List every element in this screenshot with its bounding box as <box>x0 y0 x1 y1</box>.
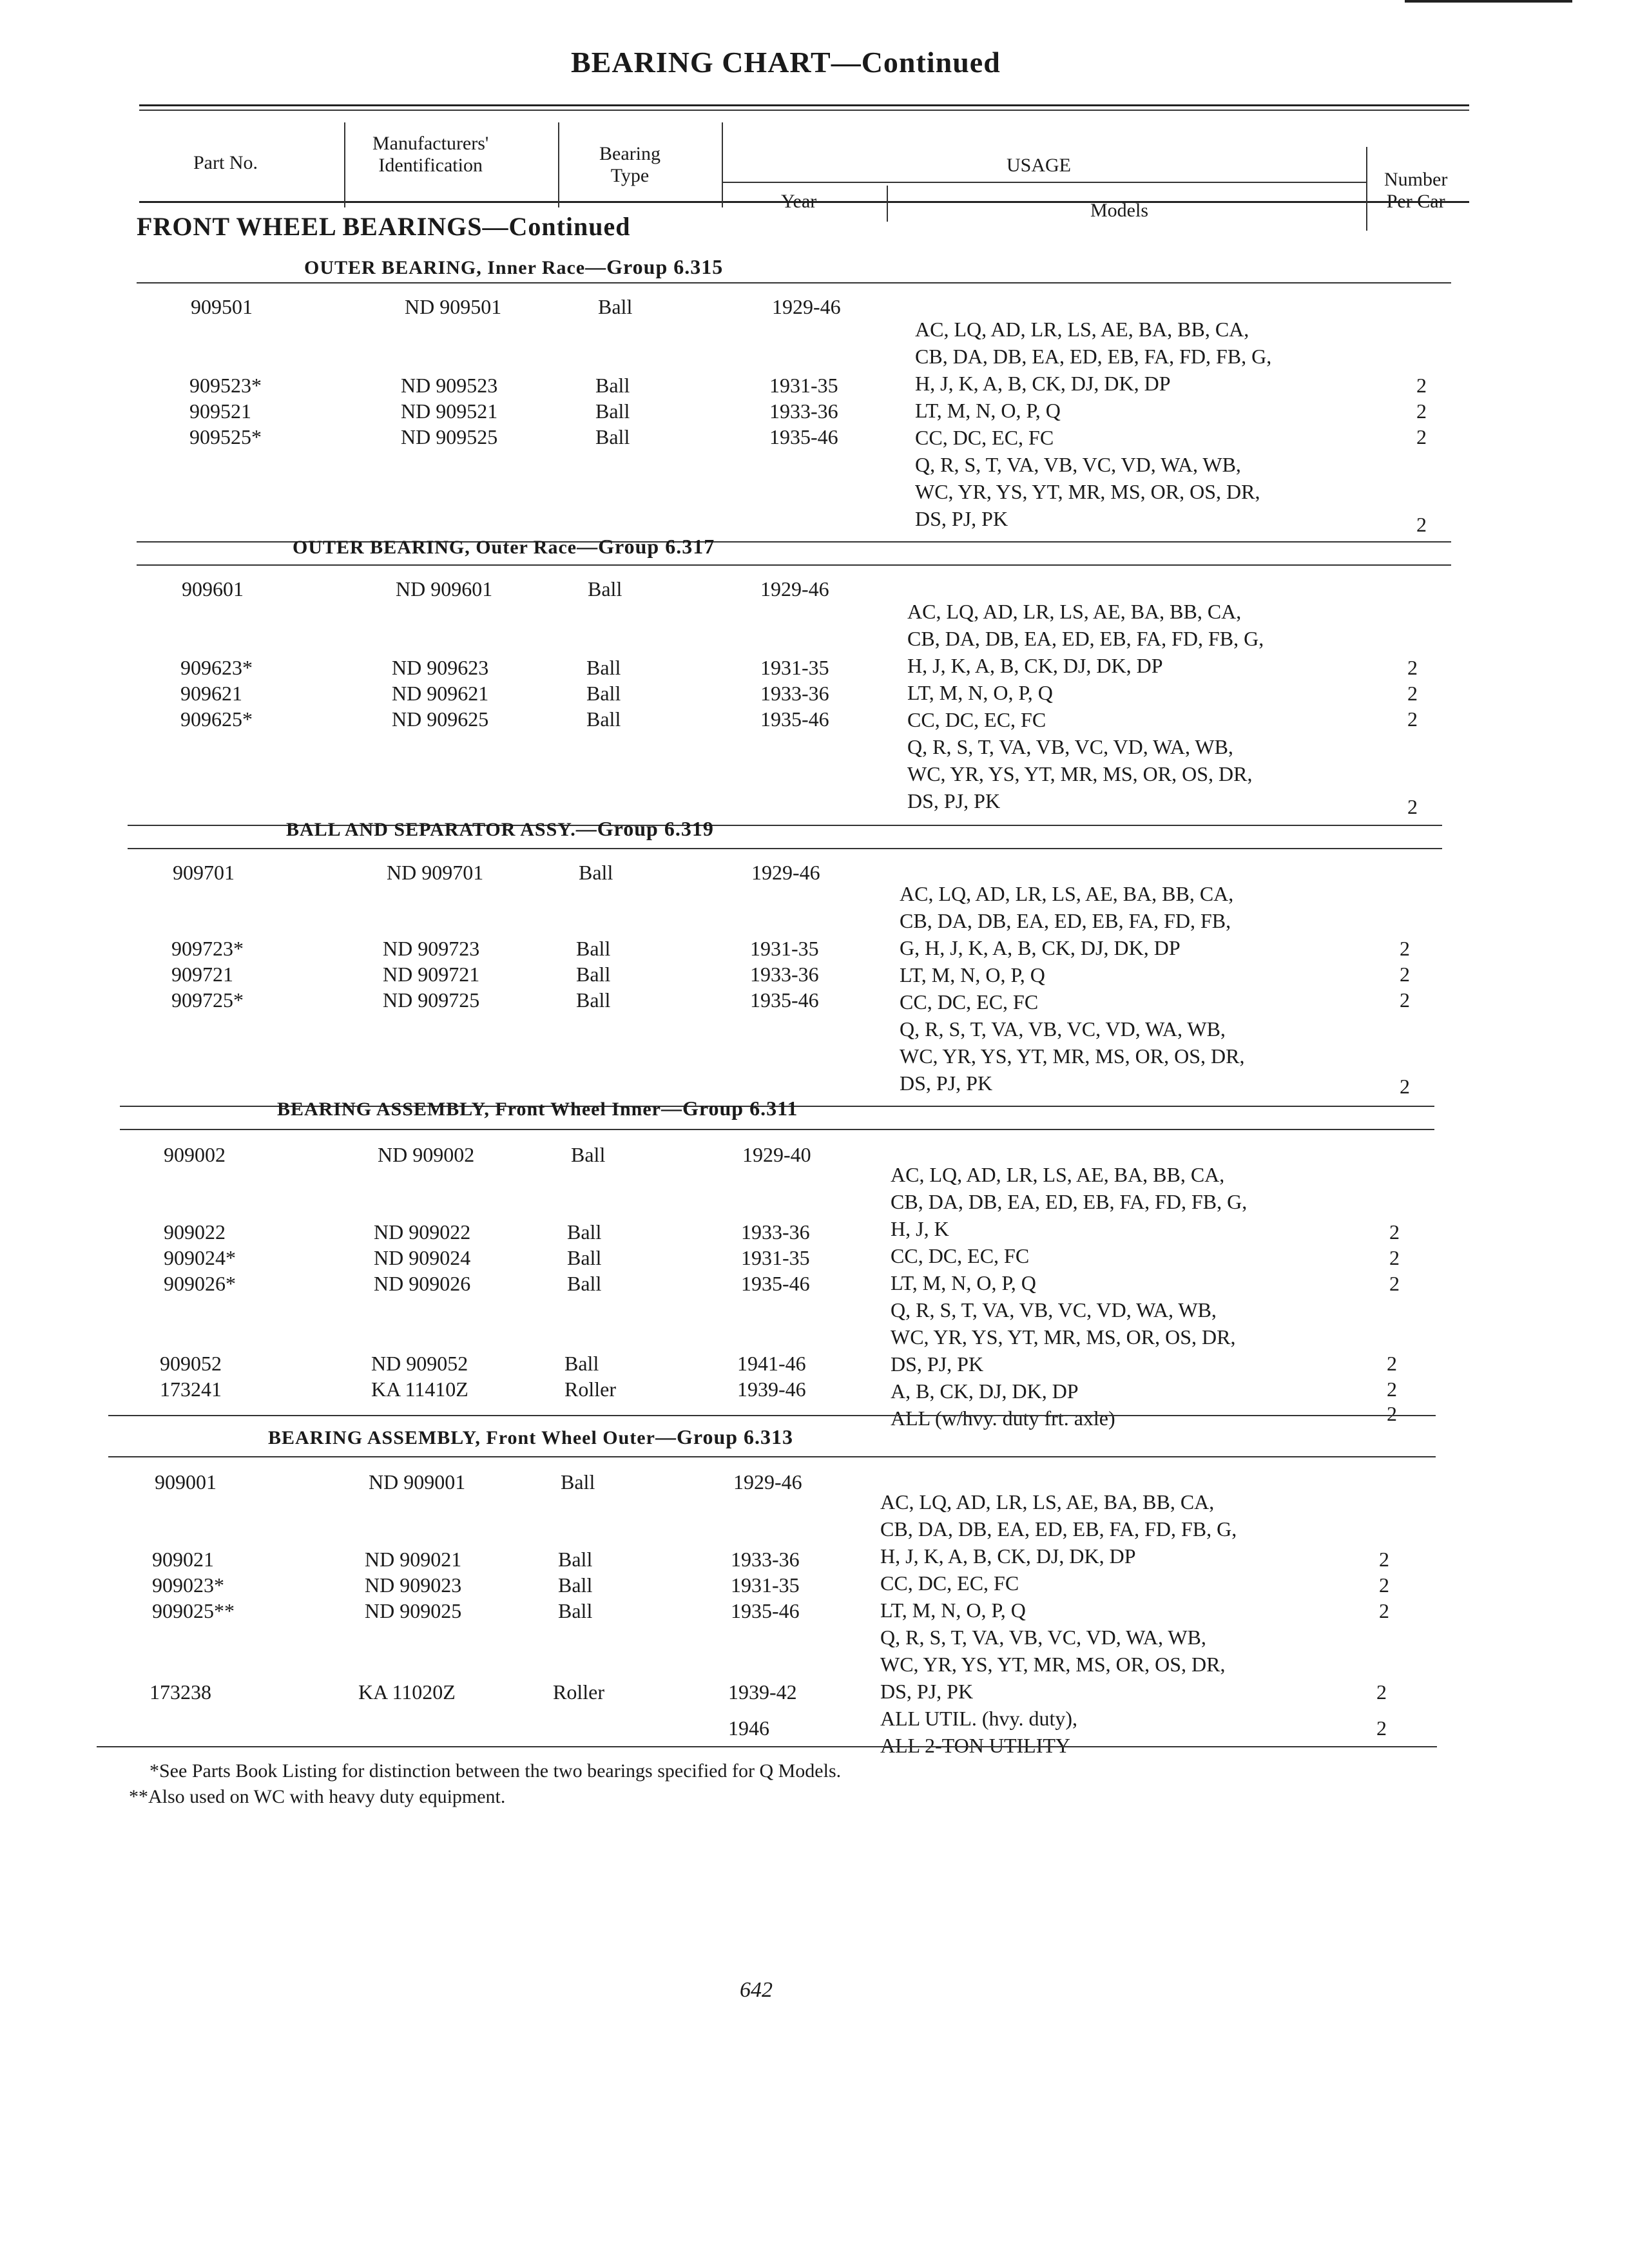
group-heading: BALL AND SEPARATOR ASSY.—Group 6.319 <box>286 817 714 840</box>
group-rule <box>128 848 1442 849</box>
col-divider-5 <box>1366 147 1367 231</box>
group-rule <box>137 564 1451 566</box>
group-heading: OUTER BEARING, Outer Race—Group 6.317 <box>293 535 715 558</box>
usage-subrule <box>722 182 1366 183</box>
footnote: **Also used on WC with heavy duty equipment. <box>129 1786 506 1807</box>
models-list: AC, LQ, AD, LR, LS, AE, BA, BB, CA, CB, DA, DB, EA, ED, EB, FA, FD, FB, G, H, J, K, A, B, CK, DJ, DK, DP LT, M, N, O, P, Q CC, DC, EC, FC Q, R, S, T, VA, VB, VC, VD, WA, WB, WC, YR, YS, YT, MR, MS, OR, OS, DR, DS, PJ, PK <box>900 882 1245 1095</box>
header-part-no: Part No. <box>193 152 258 173</box>
header-top-rule-2 <box>139 110 1469 111</box>
group-rule <box>108 1456 1436 1457</box>
models-list: AC, LQ, AD, LR, LS, AE, BA, BB, CA, CB, DA, DB, EA, ED, EB, FA, FD, FB, G, H, J, K, A, B, CK, DJ, DK, DP CC, DC, EC, FC LT, M, N, O, P, Q Q, R, S, T, VA, VB, VC, VD, WA, WB, WC, YR, YS, YT, MR, MS, OR, OS, DR, DS, PJ, PK ALL UTIL. (hvy. duty), ALL 2-TON UTILITY <box>880 1490 1237 1757</box>
header-year: Year <box>781 191 817 212</box>
group-rule <box>108 1415 1436 1416</box>
models-list: AC, LQ, AD, LR, LS, AE, BA, BB, CA, CB, DA, DB, EA, ED, EB, FA, FD, FB, G, H, J, K, A, B, CK, DJ, DK, DP LT, M, N, O, P, Q CC, DC, EC, FC Q, R, S, T, VA, VB, VC, VD, WA, WB, WC, YR, YS, YT, MR, MS, OR, OS, DR, DS, PJ, PK <box>915 318 1272 530</box>
col-divider-2 <box>558 122 559 207</box>
group-heading: BEARING ASSEMBLY, Front Wheel Inner—Group 6.311 <box>277 1097 798 1120</box>
col-divider-4 <box>887 186 888 222</box>
footnote: *See Parts Book Listing for distinction between the two bearings specified for Q Models. <box>149 1760 842 1782</box>
group-rule <box>137 282 1451 284</box>
group-heading: OUTER BEARING, Inner Race—Group 6.315 <box>304 255 724 278</box>
group-heading: BEARING ASSEMBLY, Front Wheel Outer—Group 6.313 <box>268 1425 794 1448</box>
page-title: BEARING CHART—Continued <box>571 46 1001 79</box>
col-divider-1 <box>344 122 345 207</box>
col-divider-3 <box>722 122 723 207</box>
header-number-per-car: Number Per Car <box>1384 169 1448 212</box>
models-list: AC, LQ, AD, LR, LS, AE, BA, BB, CA, CB, DA, DB, EA, ED, EB, FA, FD, FB, G, H, J, K CC, DC, EC, FC LT, M, N, O, P, Q Q, R, S, T, VA, VB, VC, VD, WA, WB, WC, YR, YS, YT, MR, MS, OR, OS, DR, DS, PJ, PK A, B, CK, DJ, DK, DP ALL (w/hvy. duty frt. axle) <box>891 1163 1248 1430</box>
models-list: AC, LQ, AD, LR, LS, AE, BA, BB, CA, CB, DA, DB, EA, ED, EB, FA, FD, FB, G, H, J, K, A, B, CK, DJ, DK, DP LT, M, N, O, P, Q CC, DC, EC, FC Q, R, S, T, VA, VB, VC, VD, WA, WB, WC, YR, YS, YT, MR, MS, OR, OS, DR, DS, PJ, PK <box>907 600 1264 812</box>
page-number: 642 <box>740 1978 773 2002</box>
corner-mark <box>1405 0 1572 3</box>
header-usage: USAGE <box>1007 155 1072 176</box>
table-bottom-rule <box>97 1746 1437 1747</box>
header-bearing-type: Bearing Type <box>599 143 660 186</box>
header-manufacturer: Manufacturers' Identification <box>372 133 489 176</box>
header-top-rule <box>139 104 1469 106</box>
header-models: Models <box>1090 200 1148 221</box>
section-title: FRONT WHEEL BEARINGS—Continued <box>137 212 631 241</box>
group-rule <box>120 1129 1434 1130</box>
